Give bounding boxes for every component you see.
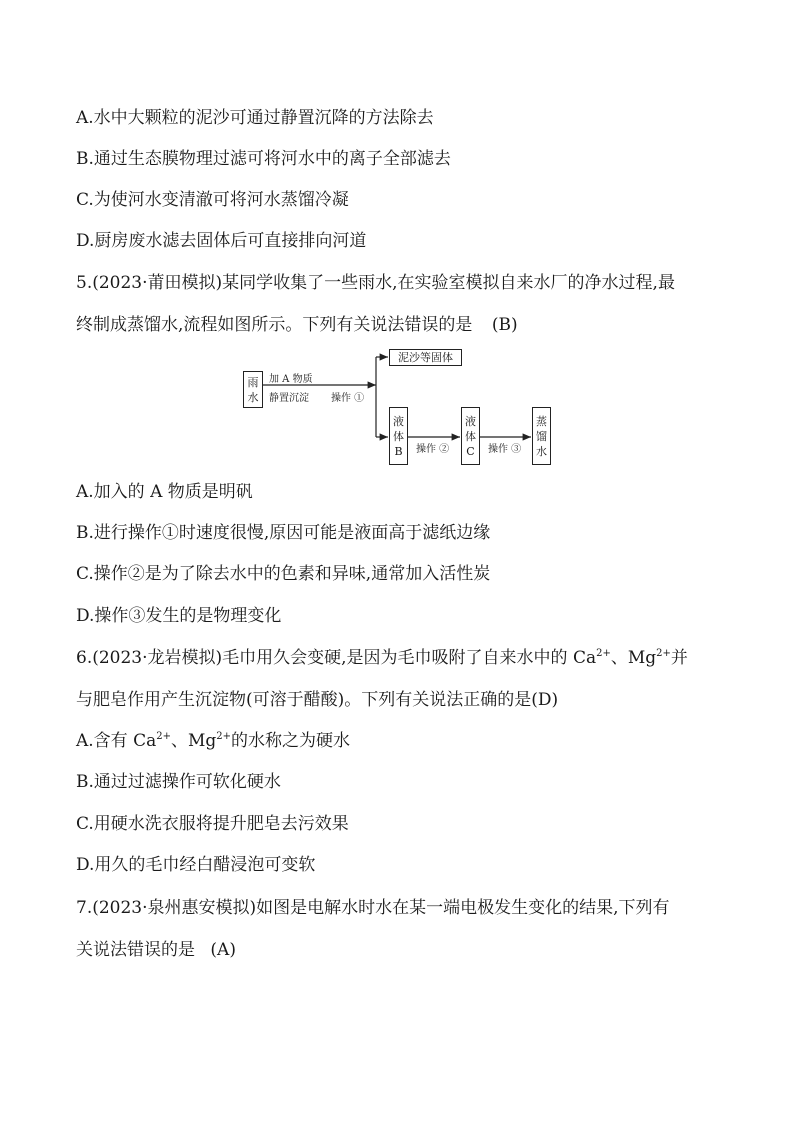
- q6-stem-part-b: 、Mg: [610, 648, 657, 668]
- q6-option-d: D.用久的毛巾经白醋浸泡可变软: [76, 855, 316, 875]
- liquid-c-char-1: 液: [465, 414, 476, 428]
- q6-stem-part-a: 6.(2023·龙岩模拟)毛巾用久会变硬,是因为毛巾吸附了自来水中的 Ca: [76, 648, 597, 668]
- distilled-char-3: 水: [536, 444, 547, 458]
- q6-option-a-part5: 的水称之为硬水: [231, 731, 351, 751]
- liquid-b-char-3: B: [394, 444, 403, 458]
- q5-option-c: C.操作②是为了除去水中的色素和异味,通常加入活性炭: [76, 564, 491, 584]
- rain-char-2: 水: [247, 390, 259, 404]
- operation-2-label: 操作 ②: [416, 444, 450, 455]
- q7-stem-line1: 7.(2023·泉州惠安模拟)如图是电解水时水在某一端电极发生变化的结果,下列有: [76, 898, 670, 918]
- q7-answer: (A): [210, 940, 236, 960]
- operation-1-label: 操作 ①: [331, 393, 365, 404]
- q5-answer: (B): [491, 315, 518, 335]
- q5-stem-text: 终制成蒸馏水,流程如图所示。下列有关说法错误的是: [76, 315, 473, 335]
- liquid-c-box: [461, 407, 480, 465]
- distilled-water-box: [532, 407, 551, 465]
- liquid-b-box: [389, 407, 408, 465]
- liquid-b-char-1: 液: [393, 414, 404, 428]
- q6-stem-line1: [76, 647, 688, 669]
- operation-3-label: 操作 ③: [488, 444, 522, 455]
- q6-option-a-ca-charge: 2+: [156, 731, 171, 742]
- q6-option-a: [76, 730, 350, 752]
- ca-charge: 2+: [596, 648, 611, 659]
- settle-label: 静置沉淀: [269, 393, 309, 404]
- q6-option-a-part1: A.含有 Ca: [76, 731, 157, 751]
- add-substance-label: 加 A 物质: [269, 374, 313, 385]
- q5-option-b: B.进行操作①时速度很慢,原因可能是液面高于滤纸边缘: [76, 523, 491, 543]
- distilled-char-2: 馏: [536, 429, 547, 443]
- q4-option-a: A.水中大颗粒的泥沙可通过静置沉降的方法除去: [76, 108, 434, 128]
- q4-option-d: D.厨房废水滤去固体后可直接排向河道: [76, 231, 367, 251]
- q5-stem-line1: 5.(2023·莆田模拟)某同学收集了一些雨水,在实验室模拟自来水厂的净水过程,最: [76, 273, 675, 293]
- liquid-b-char-2: 体: [393, 429, 404, 443]
- rain-char-1: 雨: [247, 375, 259, 389]
- q6-stem-part-c: 并: [670, 648, 688, 668]
- liquid-c-char-2: 体: [465, 429, 476, 443]
- q4-option-b: B.通过生态膜物理过滤可将河水中的离子全部滤去: [76, 149, 451, 169]
- q6-option-b: B.通过过滤操作可软化硬水: [76, 772, 281, 792]
- q5-option-d: D.操作③发生的是物理变化: [76, 606, 282, 626]
- q6-option-a-mg-charge: 2+: [216, 731, 232, 742]
- q7-stem-text: 关说法错误的是: [76, 940, 195, 960]
- q6-option-c: C.用硬水洗衣服将提升肥皂去污效果: [76, 814, 349, 834]
- mg-charge: 2+: [656, 648, 671, 659]
- solid-box: 泥沙等固体: [389, 349, 462, 366]
- q6-option-a-part3: 、Mg: [170, 731, 217, 751]
- q6-stem-line2: 与肥皂作用产生沉淀物(可溶于醋酸)。下列有关说法正确的是(D): [76, 690, 559, 710]
- distilled-char-1: 蒸: [536, 414, 547, 428]
- q5-option-a: A.加入的 A 物质是明矾: [76, 482, 253, 502]
- q4-option-c: C.为使河水变清澈可将河水蒸馏冷凝: [76, 190, 349, 210]
- q7-stem-line2: [76, 939, 236, 961]
- liquid-c-char-3: C: [466, 444, 475, 458]
- rain-water-box: [243, 371, 263, 408]
